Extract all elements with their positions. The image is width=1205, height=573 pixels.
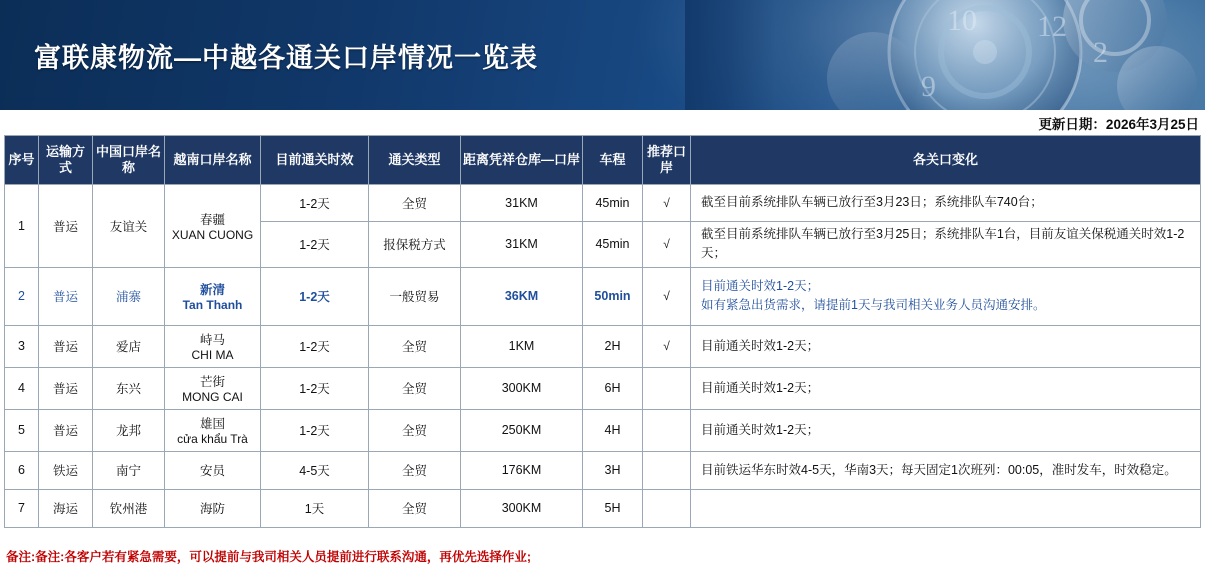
th-changes: 各关口变化: [691, 136, 1201, 185]
cell-mode: 普运: [39, 267, 93, 325]
cell-clear-type: 全贸: [369, 409, 461, 451]
cell-recommend: [643, 489, 691, 527]
cell-changes: 目前通关时效1-2天；: [691, 409, 1201, 451]
cell-drive: 3H: [583, 451, 643, 489]
table-row: [5, 409, 1201, 451]
changes-line-2: 如有紧急出货需求，请提前1天与我司相关业务人员沟通安排。: [701, 298, 1046, 313]
vn-port-cn: 峙马: [199, 333, 225, 348]
cell-distance: 1KM: [461, 325, 583, 367]
cell-recommend: √: [643, 222, 691, 268]
cell-vn-port: [165, 409, 261, 451]
cell-index: 3: [5, 325, 39, 367]
cell-drive: 6H: [583, 367, 643, 409]
footer-remark: 备注:备注:各客户若有紧急需要，可以提前与我司相关人员提前进行联系沟通，再优先选择作业;: [6, 550, 531, 564]
cell-lead-time: 4-5天: [261, 451, 369, 489]
cell-vn-port: [165, 267, 261, 325]
cell-cn-port: 爱店: [93, 325, 165, 367]
cell-clear-type: 全贸: [369, 325, 461, 367]
cell-distance: 300KM: [461, 489, 583, 527]
table-row: [5, 325, 1201, 367]
cell-changes: 目前铁运华东时效4-5天，华南3天；每天固定1次班列：00:05，准时发车，时效稳定。: [691, 451, 1201, 489]
th-mode: 运输方式: [39, 136, 93, 185]
cell-vn-port: [165, 325, 261, 367]
cell-mode: 普运: [39, 325, 93, 367]
cell-cn-port: 友谊关: [93, 185, 165, 268]
cell-recommend: √: [643, 325, 691, 367]
table-row: [5, 489, 1201, 527]
vn-port-latin: MONG CAI: [182, 390, 243, 405]
watch-gears-image: [685, 0, 1205, 110]
update-date: 更新日期：2026年3月25日: [1038, 117, 1199, 132]
th-distance: 距离凭祥仓库—口岸: [461, 136, 583, 185]
cell-clear-type: 报保税方式: [369, 222, 461, 268]
cell-clear-type: 全贸: [369, 489, 461, 527]
svg-text:2: 2: [1093, 36, 1108, 69]
cell-lead-time: 1-2天: [261, 409, 369, 451]
cell-changes: 截至目前系统排队车辆已放行至3月25日；系统排队车1台，目前友谊关保税通关时效1-2天；: [691, 222, 1201, 268]
cell-lead-time: 1-2天: [261, 267, 369, 325]
vn-port-cn: 海防: [199, 502, 225, 517]
cell-index: 6: [5, 451, 39, 489]
cell-drive: 2H: [583, 325, 643, 367]
table-row: [5, 267, 1201, 325]
cell-mode: 海运: [39, 489, 93, 527]
cell-clear-type: 全贸: [369, 185, 461, 222]
cell-distance: 300KM: [461, 367, 583, 409]
cell-lead-time: 1-2天: [261, 185, 369, 222]
cell-distance: 31KM: [461, 222, 583, 268]
cell-cn-port: 东兴: [93, 367, 165, 409]
table-row: [5, 451, 1201, 489]
cell-recommend: [643, 409, 691, 451]
th-recommend: 推荐口岸: [643, 136, 691, 185]
table-header-row: [5, 136, 1201, 185]
changes-line-1: 目前通关时效1-2天；: [701, 278, 820, 293]
cell-clear-type: 全贸: [369, 451, 461, 489]
cell-distance: 250KM: [461, 409, 583, 451]
cell-lead-time: 1-2天: [261, 367, 369, 409]
cell-recommend: [643, 367, 691, 409]
th-vn-port: 越南口岸名称: [165, 136, 261, 185]
page-title: 富联康物流—中越各通关口岸情况一览表: [34, 43, 538, 73]
header-banner: [0, 0, 1205, 110]
th-clear-type: 通关类型: [369, 136, 461, 185]
cell-index: 5: [5, 409, 39, 451]
cell-cn-port: 南宁: [93, 451, 165, 489]
vn-port-cn: 安员: [199, 464, 225, 479]
cell-recommend: [643, 451, 691, 489]
vn-port-cn: 芒街: [199, 375, 225, 390]
vn-port-latin: Tan Thanh: [182, 298, 243, 313]
cell-distance: 36KM: [461, 267, 583, 325]
cell-cn-port: 钦州港: [93, 489, 165, 527]
cell-distance: 176KM: [461, 451, 583, 489]
cell-recommend: √: [643, 267, 691, 325]
cell-index: 4: [5, 367, 39, 409]
cell-vn-port: [165, 185, 261, 268]
cell-drive: 50min: [583, 267, 643, 325]
vn-port-cn: 春疆: [199, 212, 225, 227]
cell-drive: 4H: [583, 409, 643, 451]
svg-text:12: 12: [1037, 10, 1067, 43]
cell-changes: 截至目前系统排队车辆已放行至3月23日；系统排队车740台；: [691, 185, 1201, 222]
svg-text:10: 10: [947, 4, 977, 37]
cell-changes: 目前通关时效1-2天；: [691, 367, 1201, 409]
cell-index: 2: [5, 267, 39, 325]
cell-lead-time: 1-2天: [261, 222, 369, 268]
cell-recommend: √: [643, 185, 691, 222]
cell-distance: 31KM: [461, 185, 583, 222]
th-lead-time: 目前通关时效: [261, 136, 369, 185]
cell-lead-time: 1天: [261, 489, 369, 527]
th-cn-port: 中国口岸名称: [93, 136, 165, 185]
cell-clear-type: 全贸: [369, 367, 461, 409]
cell-cn-port: 龙邦: [93, 409, 165, 451]
cell-mode: 普运: [39, 367, 93, 409]
vn-port-latin: XUAN CUONG: [171, 227, 254, 242]
vn-port-cn: 新清: [199, 283, 225, 298]
cell-clear-type: 一般贸易: [369, 267, 461, 325]
cell-vn-port: [165, 489, 261, 527]
cell-changes: [691, 489, 1201, 527]
cell-index: 1: [5, 185, 39, 268]
cell-mode: 铁运: [39, 451, 93, 489]
cell-vn-port: [165, 367, 261, 409]
cell-cn-port: 浦寨: [93, 267, 165, 325]
cell-changes: 目前通关时效1-2天；: [691, 325, 1201, 367]
th-drive: 车程: [583, 136, 643, 185]
cell-drive: 45min: [583, 185, 643, 222]
cell-drive: 5H: [583, 489, 643, 527]
vn-port-cn: 雄国: [199, 417, 225, 432]
cell-mode: 普运: [39, 409, 93, 451]
vn-port-latin: CHI MA: [191, 348, 234, 363]
cell-changes: [691, 267, 1201, 325]
cell-lead-time: 1-2天: [261, 325, 369, 367]
vn-port-latin: cửa khẩu Trà: [177, 432, 248, 447]
cell-vn-port: [165, 451, 261, 489]
cell-drive: 45min: [583, 222, 643, 268]
table-row: [5, 185, 1201, 222]
table-row: [5, 367, 1201, 409]
cell-index: 7: [5, 489, 39, 527]
cell-mode: 普运: [39, 185, 93, 268]
ports-table: [4, 135, 1201, 528]
th-index: 序号: [5, 136, 39, 185]
